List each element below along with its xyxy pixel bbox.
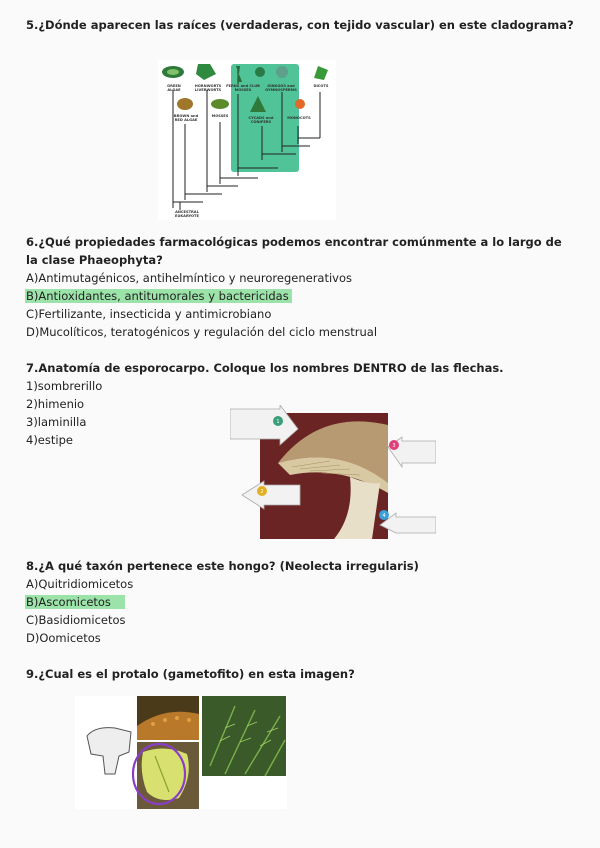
clade-label: MOSSES bbox=[211, 114, 229, 118]
answer-option-a[interactable]: A)Antimutagénicos, antihelmíntico y neuroregenerativos bbox=[26, 271, 353, 285]
clade-root-label: ANCESTRAL EUKARYOTE bbox=[175, 210, 199, 218]
fern-photo bbox=[202, 696, 286, 776]
label-item: 1)sombrerillo bbox=[26, 379, 103, 393]
label-item: 3)laminilla bbox=[26, 415, 87, 429]
marker-3-number: 3 bbox=[392, 443, 396, 449]
question-9 bbox=[26, 665, 355, 683]
gametophyte-figure bbox=[75, 696, 287, 809]
ginkgo-icon bbox=[255, 67, 265, 77]
label-item: 4)estipe bbox=[26, 433, 73, 447]
marker-1-number: 1 bbox=[276, 419, 280, 425]
clade-label: BROWN and RED ALGAE bbox=[173, 114, 199, 122]
question-7-title: 7.Anatomía de esporocarpo. Coloque los nombres DENTRO de las flechas. bbox=[26, 361, 504, 375]
answer-option-c[interactable]: C)Basidiomicetos bbox=[26, 613, 126, 627]
marker-4-number: 4 bbox=[382, 513, 386, 519]
question-5 bbox=[26, 16, 574, 34]
question-8-title: 8.¿A qué taxón pertenece este hongo? (Neolecta irregularis) bbox=[26, 559, 419, 573]
label-item: 2)himenio bbox=[26, 397, 85, 411]
dicot-icon bbox=[314, 66, 328, 80]
brown-algae-icon bbox=[177, 98, 193, 110]
answer-option-c[interactable]: C)Fertilizante, insecticida y antimicrobiano bbox=[26, 307, 272, 321]
mushroom-diagram bbox=[230, 405, 436, 540]
clade-label: GREEN ALGAE bbox=[167, 84, 181, 92]
cladogram-figure bbox=[158, 60, 336, 220]
answer-option-b-selected[interactable]: B)Ascomicetos bbox=[25, 595, 125, 609]
mushroom-svg bbox=[230, 405, 436, 540]
question-8 bbox=[26, 557, 419, 647]
moss-icon bbox=[211, 99, 229, 109]
gymnosperm-icon bbox=[276, 66, 288, 78]
answer-option-d[interactable]: D)Oomicetos bbox=[26, 631, 101, 645]
clade-label: GINKGOS and GYMNOSPERMS bbox=[265, 84, 297, 92]
clade-label: DICOTS bbox=[313, 84, 329, 88]
question-5-title: 5.¿Dónde aparecen las raíces (verdaderas, con tejido vascular) en este cladograma? bbox=[26, 18, 574, 32]
clade-label: FERNS and CLUB MOSSES bbox=[226, 84, 260, 92]
gametophyte-svg bbox=[75, 696, 287, 809]
clade-label: CYCADS and CONIFERS bbox=[248, 116, 274, 124]
answer-option-b-selected[interactable]: B)Antioxidantes, antitumorales y bactericidas bbox=[25, 289, 292, 303]
question-6 bbox=[26, 233, 566, 341]
clade-label: MONOCOTS bbox=[287, 116, 311, 120]
prothallus bbox=[142, 748, 189, 800]
question-9-title: 9.¿Cual es el protalo (gametofito) en esta imagen? bbox=[26, 667, 355, 681]
hornwort-icon bbox=[196, 64, 216, 80]
answer-option-a[interactable]: A)Quitridiomicetos bbox=[26, 577, 134, 591]
label-arrow-2 bbox=[242, 481, 300, 509]
marker-2-number: 2 bbox=[260, 489, 264, 495]
answer-option-d[interactable]: D)Mucolíticos, teratogénicos y regulación del ciclo menstrual bbox=[26, 325, 378, 339]
clade-label: HORNWORTS LIVERWORTS bbox=[194, 84, 222, 92]
question-6-title: 6.¿Qué propiedades farmacológicas podemos encontrar comúnmente a lo largo de la clase Phaeophyta? bbox=[26, 235, 562, 267]
monocot-icon bbox=[295, 99, 305, 109]
